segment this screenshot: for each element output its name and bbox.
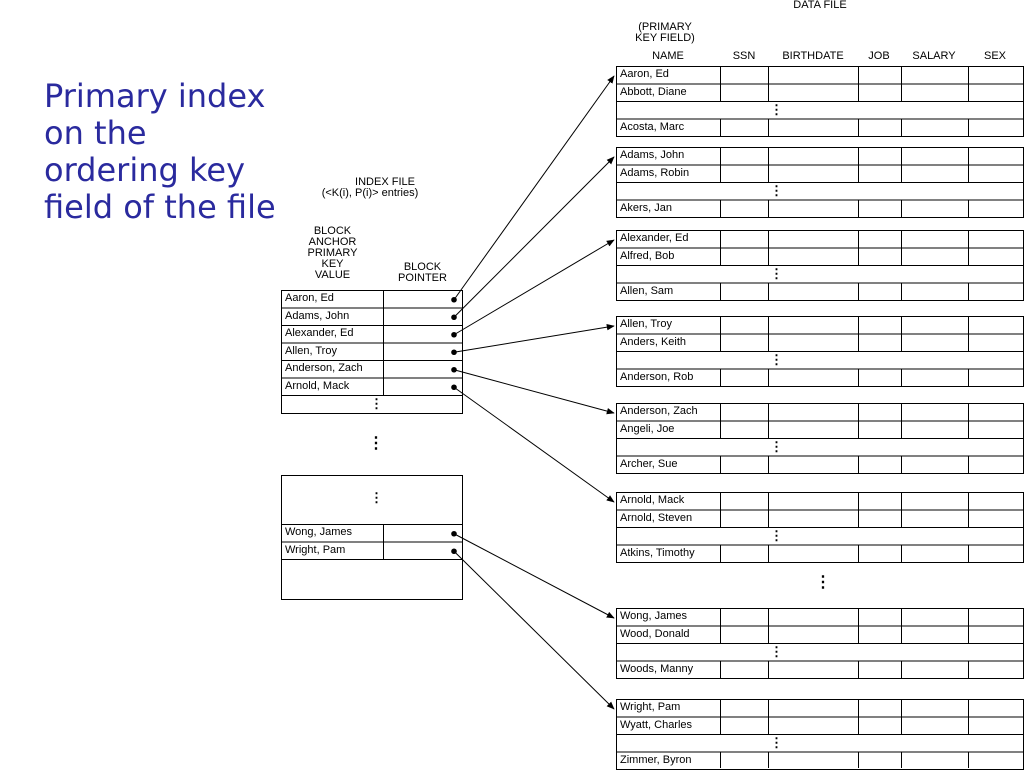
data-block-ellipsis: ⋮ xyxy=(770,352,783,367)
record-name: Arnold, Steven xyxy=(620,511,693,524)
block-pointer-dot xyxy=(451,297,457,303)
column-header: JOB xyxy=(868,50,890,62)
record-name: Allen, Sam xyxy=(620,284,674,297)
block-pointer-arrow xyxy=(454,326,614,352)
record-name: Wood, Donald xyxy=(620,627,690,640)
block-pointer-arrow xyxy=(454,551,614,709)
record-name: Wright, Pam xyxy=(620,701,681,713)
data-block-ellipsis: ⋮ xyxy=(770,266,783,281)
index-entry-key: Wong, James xyxy=(285,526,353,538)
block-pointer-dot xyxy=(451,531,457,537)
index-gap-ellipsis: ⋮ xyxy=(368,435,384,452)
index-col-pointer-header: BLOCK POINTER xyxy=(398,261,447,284)
data-block-ellipsis: ⋮ xyxy=(770,439,783,454)
block-pointer-dot xyxy=(451,332,457,338)
column-header: BIRTHDATE xyxy=(782,50,844,62)
record-name: Anders, Keith xyxy=(620,335,687,348)
index-file-heading: INDEX FILE xyxy=(355,176,415,188)
record-name: Abbott, Diane xyxy=(620,85,687,98)
block-pointer-dot xyxy=(451,314,457,320)
record-name: Anderson, Rob xyxy=(620,370,694,383)
block-pointer-arrow xyxy=(454,387,614,502)
column-header: SALARY xyxy=(912,50,956,62)
index-entry-key: Wright, Pam xyxy=(285,543,346,556)
record-name: Wong, James xyxy=(620,610,688,622)
column-header: NAME xyxy=(652,50,684,62)
record-name: Adams, John xyxy=(620,149,685,161)
index-entry-key: Adams, John xyxy=(285,309,350,322)
data-block-ellipsis: ⋮ xyxy=(770,735,783,750)
record-name: Alfred, Bob xyxy=(620,249,675,262)
data-gap-ellipsis: ⋮ xyxy=(815,574,831,591)
record-name: Archer, Sue xyxy=(620,457,678,470)
block-pointer-arrow xyxy=(454,534,614,618)
index-col-key-header: BLOCK ANCHOR PRIMARY KEY VALUE xyxy=(307,225,358,281)
record-name: Akers, Jan xyxy=(620,201,672,214)
record-name: Acosta, Marc xyxy=(620,120,685,133)
data-block-ellipsis: ⋮ xyxy=(770,528,783,543)
index-entry-key: Allen, Troy xyxy=(285,344,337,357)
column-header: SEX xyxy=(983,50,1006,62)
column-header: SSN xyxy=(732,50,756,62)
block-pointer-arrow xyxy=(454,370,614,413)
index-block-ellipsis: ⋮ xyxy=(370,490,383,505)
record-name: Arnold, Mack xyxy=(620,494,685,506)
record-name: Zimmer, Byron xyxy=(620,753,692,766)
slide-title: Primary index on the ordering key field of the file xyxy=(44,77,276,226)
data-block-ellipsis: ⋮ xyxy=(770,644,783,659)
record-name: Aaron, Ed xyxy=(620,68,669,80)
record-name: Angeli, Joe xyxy=(620,422,675,435)
block-pointer-dot xyxy=(451,349,457,355)
record-name: Allen, Troy xyxy=(620,318,672,330)
index-file-subheading: (<K(i), P(i)> entries) xyxy=(321,187,419,199)
record-name: Atkins, Timothy xyxy=(620,546,695,559)
data-block-ellipsis: ⋮ xyxy=(770,183,783,198)
record-name: Adams, Robin xyxy=(620,166,690,179)
block-pointer-arrow xyxy=(454,157,614,317)
primary-key-note: (PRIMARY KEY FIELD) xyxy=(635,21,695,44)
record-name: Wyatt, Charles xyxy=(620,718,693,731)
record-name: Woods, Manny xyxy=(620,662,694,675)
index-entry-key: Anderson, Zach xyxy=(285,362,363,374)
record-name: Anderson, Zach xyxy=(620,405,698,417)
index-entry-key: Alexander, Ed xyxy=(285,327,354,339)
index-entry-key: Aaron, Ed xyxy=(285,292,334,304)
block-pointer-dot xyxy=(451,384,457,390)
data-file-heading: DATA FILE xyxy=(793,0,847,11)
block-pointer-arrow xyxy=(454,76,614,300)
data-block-ellipsis: ⋮ xyxy=(770,102,783,117)
block-pointer-arrow xyxy=(454,240,614,335)
record-name: Alexander, Ed xyxy=(620,232,689,244)
index-entry-key: Arnold, Mack xyxy=(285,379,350,392)
block-pointer-dot xyxy=(451,367,457,373)
block-pointer-dot xyxy=(451,548,457,554)
index-block-ellipsis: ⋮ xyxy=(370,396,383,411)
